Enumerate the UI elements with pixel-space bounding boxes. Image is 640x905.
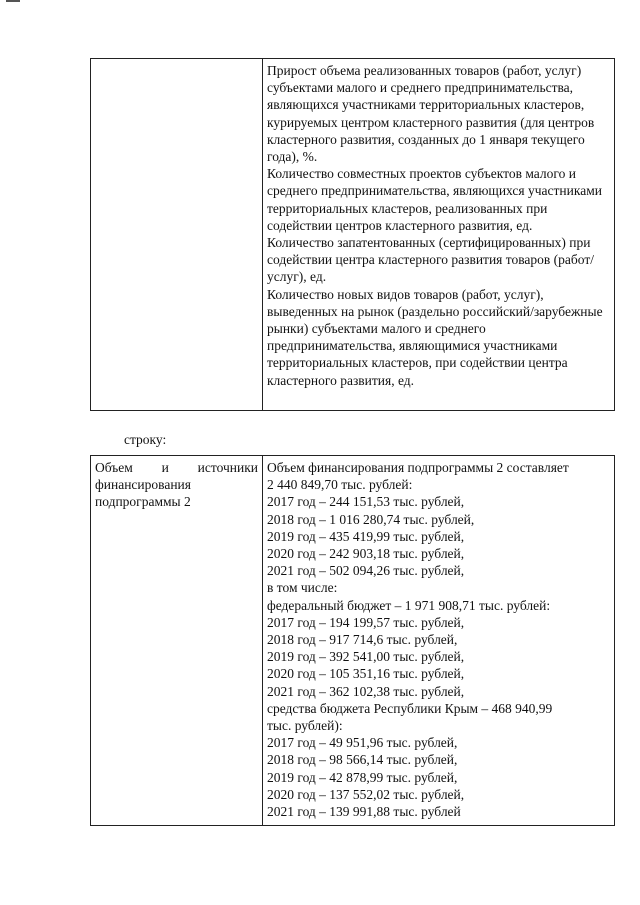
financing-line: тыс. рублей): <box>267 718 343 734</box>
indicator-paragraph: Количество совместных проектов субъектов малого и среднего предпринимательства, являющихся участниками территориальных кластеров, реализованных при содействии центров кластерного развития, ед. <box>267 166 602 233</box>
table-row <box>91 59 615 411</box>
financing-line: 2020 год – 137 552,02 тыс. рублей, <box>267 786 465 802</box>
financing-line: Объем финансирования подпрограммы 2 составляет <box>267 460 569 475</box>
financing-line: 2 440 849,70 тыс. рублей: <box>267 477 413 493</box>
financing-line: 2021 год – 362 102,38 тыс. рублей, <box>267 683 465 699</box>
financing-line: 2019 год – 435 419,99 тыс. рублей, <box>267 528 465 544</box>
indicators-cell <box>263 59 615 411</box>
financing-line: 2021 год – 502 094,26 тыс. рублей, <box>267 563 465 579</box>
financing-line: 2020 год – 242 903,18 тыс. рублей, <box>267 546 465 562</box>
financing-label: Объем и источники финансирования подпрограммы 2 <box>95 460 258 510</box>
indicator-paragraph: Количество запатентованных (сертифицированных) при содействии центра кластерного развития товаров (работ/ услуг), ед. <box>267 235 594 285</box>
financing-line: 2017 год – 194 199,57 тыс. рублей, <box>267 614 465 630</box>
financing-line: 2021 год – 139 991,88 тыс. рублей <box>267 804 461 820</box>
financing-line: 2017 год – 244 151,53 тыс. рублей, <box>267 494 465 510</box>
scan-edge-mark <box>6 0 20 2</box>
financing-line: 2018 год – 98 566,14 тыс. рублей, <box>267 752 458 768</box>
indicators-table <box>90 58 615 411</box>
financing-table <box>90 455 615 826</box>
financing-line: федеральный бюджет – 1 971 908,71 тыс. рублей: <box>267 597 551 613</box>
financing-line: в том числе: <box>267 580 338 596</box>
indicator-paragraph: Прирост объема реализованных товаров (работ, услуг) субъектами малого и среднего предпринимательства, являющихся участниками территориальных кластеров, курируемых центром кластерного развития (для центров кластерного развития, созданных до 1 января текущего года), %. <box>267 63 595 165</box>
table-row <box>91 456 615 826</box>
financing-line: 2018 год – 1 016 280,74 тыс. рублей, <box>267 511 475 527</box>
financing-line: средства бюджета Республики Крым – 468 940,99 <box>267 700 553 716</box>
financing-values-cell <box>263 456 615 826</box>
financing-label-cell <box>91 456 263 826</box>
financing-line: 2019 год – 392 541,00 тыс. рублей, <box>267 649 465 665</box>
row-caption: строку: <box>124 432 167 447</box>
financing-line: 2020 год – 105 351,16 тыс. рублей, <box>267 666 465 682</box>
financing-line: 2019 год – 42 878,99 тыс. рублей, <box>267 769 458 785</box>
indicator-paragraph: Количество новых видов товаров (работ, услуг), выведенных на рынок (раздельно российский/зарубежные рынки) субъектами малого и среднего предпринимательства, являющимися участниками территориальных кластеров, при содействии центра кластерного развития, ед. <box>267 286 603 388</box>
financing-line: 2018 год – 917 714,6 тыс. рублей, <box>267 632 458 648</box>
table-cell-empty-left <box>91 59 263 411</box>
financing-line: 2017 год – 49 951,96 тыс. рублей, <box>267 735 458 751</box>
